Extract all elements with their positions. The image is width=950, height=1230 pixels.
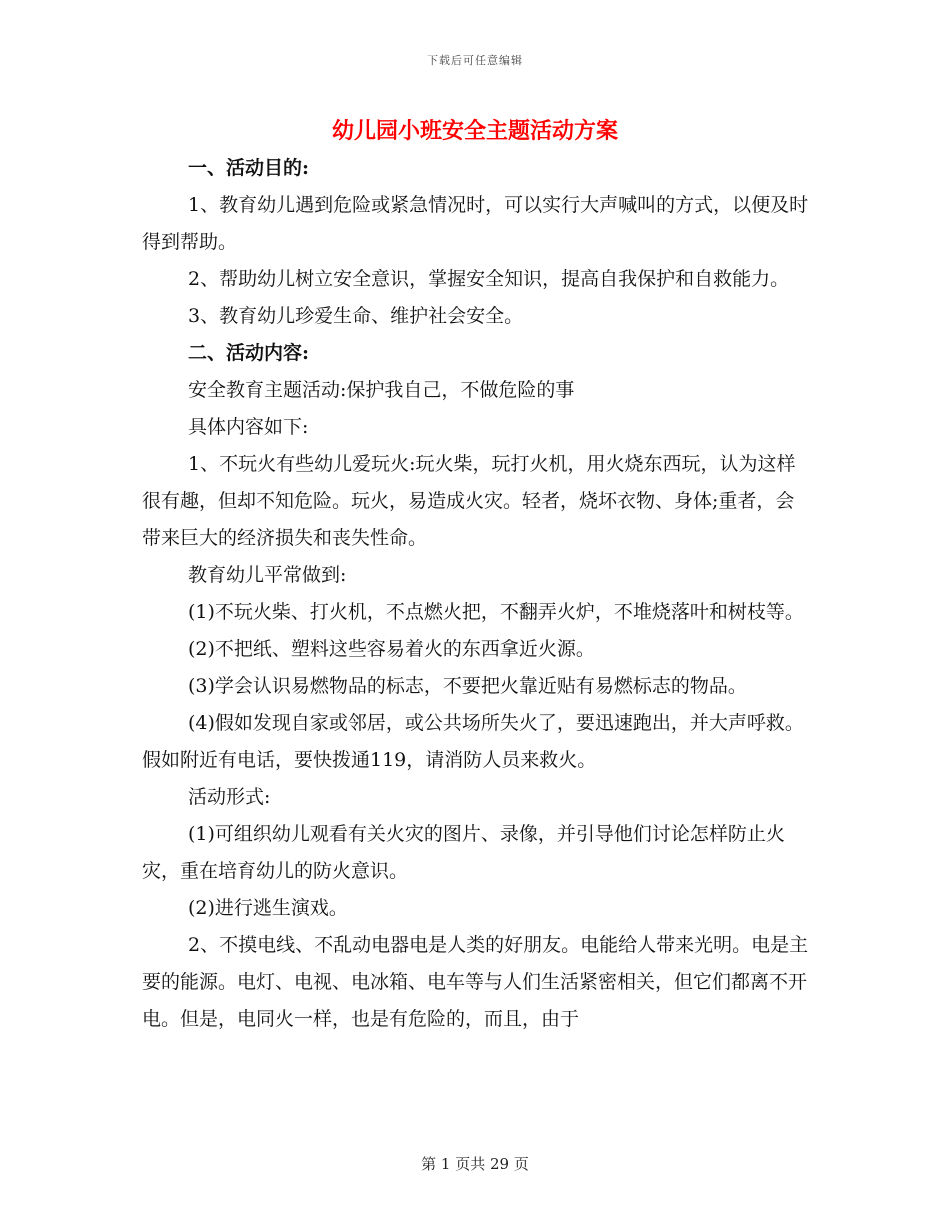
fire-rule-3: (3)学会认识易燃物品的标志，不要把火靠近贴有易燃标志的物品。 xyxy=(188,675,747,697)
document-body xyxy=(142,150,810,1038)
page-footer: 第 1 页共 29 页 xyxy=(421,1155,529,1173)
content-item-electricity: 2、不摸电线、不乱动电器电是人类的好朋友。电能给人带来光明。电是主要的能源。电灯、电视、电冰箱、电车等与人们生活紧密相关，但它们都离不开电。但是，电同火一样，也是有危险的，而且，由于 xyxy=(142,934,809,1030)
activity-theme: 安全教育主题活动:保护我自己，不做危险的事 xyxy=(188,379,575,401)
activity-form-2: (2)进行逃生演戏。 xyxy=(188,897,348,919)
purpose-item-3: 3、教育幼儿珍爱生命、维护社会安全。 xyxy=(188,305,524,327)
activity-form-heading: 活动形式: xyxy=(188,786,271,808)
fire-rule-1: (1)不玩火柴、打火机，不点燃火把，不翻弄火炉，不堆烧落叶和树枝等。 xyxy=(188,601,804,623)
purpose-item-1: 1、教育幼儿遇到危险或紧急情况时，可以实行大声喊叫的方式，以便及时得到帮助。 xyxy=(142,194,809,253)
fire-rule-2: (2)不把纸、塑料这些容易着火的东西拿近火源。 xyxy=(188,638,595,660)
section-heading-purpose: 一、活动目的: xyxy=(188,157,310,179)
activity-form-1: (1)可组织幼儿观看有关火灾的图片、录像，并引导他们讨论怎样防止火灾，重在培育幼儿的防火意识。 xyxy=(142,823,785,882)
fire-rules-intro: 教育幼儿平常做到: xyxy=(188,564,347,586)
fire-rule-4: (4)假如发现自家或邻居，或公共场所失火了，要迅速跑出，并大声呼救。假如附近有电话，要快拨通119，请消防人员来救火。 xyxy=(142,712,804,771)
content-item-fire: 1、不玩火有些幼儿爱玩火:玩火柴，玩打火机，用火烧东西玩，认为这样很有趣，但却不知危险。玩火，易造成火灾。轻者，烧坏衣物、身体;重者，会带来巨大的经济损失和丧失性命。 xyxy=(142,453,796,549)
section-heading-content: 二、活动内容: xyxy=(188,342,310,364)
purpose-item-2: 2、帮助幼儿树立安全意识，掌握安全知识，提高自我保护和自救能力。 xyxy=(188,268,790,290)
document-title: 幼儿园小班安全主题活动方案 xyxy=(331,118,618,144)
content-intro: 具体内容如下: xyxy=(188,416,309,438)
page-header: 下载后可任意编辑 xyxy=(427,54,523,67)
